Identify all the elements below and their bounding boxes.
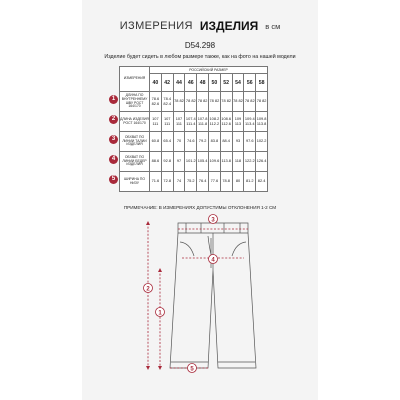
table-cell: 78 82 xyxy=(197,92,209,112)
size-header: 58 xyxy=(256,74,268,92)
tolerance-note: ПРИМЕЧАНИЕ: В ИЗМЕРЕНИЯХ ДОПУСТИМЫ ОТКЛОНЕНИЯ 1-2 СМ xyxy=(123,205,277,210)
table-cell: 108.2 112.2 xyxy=(208,112,220,132)
diagram-callouts xyxy=(144,215,218,373)
table-cell: 74 xyxy=(173,172,185,192)
svg-text:5: 5 xyxy=(190,366,194,373)
table-cell: 74.6 xyxy=(185,132,197,152)
table-cell: 78.6 82.6 xyxy=(150,92,162,112)
table-cell: 78 82 xyxy=(220,92,232,112)
table-cell: 107 111 xyxy=(161,112,173,132)
size-header: 56 xyxy=(244,74,256,92)
size-header: 50 xyxy=(208,74,220,92)
svg-text:2: 2 xyxy=(146,286,150,293)
table-cell: 83.8 xyxy=(208,132,220,152)
table-cell: 105.4 xyxy=(197,152,209,172)
table-cell: 78 82 xyxy=(244,92,256,112)
size-header: 44 xyxy=(173,74,185,92)
table-cell: 107.4 111.4 xyxy=(185,112,197,132)
table-cell: 107.8 111.8 xyxy=(197,112,209,132)
title-word-measurements: ИЗМЕРЕНИЯ xyxy=(119,20,193,32)
table-cell: 102.2 xyxy=(256,132,268,152)
table-cell: 78 82 xyxy=(232,92,244,112)
row-marker: 5 xyxy=(109,175,118,184)
table-cell: 78.4 82.4 xyxy=(161,92,173,112)
callout-5 xyxy=(188,364,197,373)
table-cell: 60.8 xyxy=(150,132,162,152)
table-cell: 88.4 xyxy=(220,132,232,152)
table-cell: 65.4 xyxy=(161,132,173,152)
table-cell: 126.4 xyxy=(256,152,268,172)
title-word-item: ИЗДЕЛИЯ xyxy=(199,19,259,33)
table-cell: 78 82 xyxy=(185,92,197,112)
row-marker: 4 xyxy=(109,155,118,164)
trousers-outline xyxy=(170,223,256,368)
table-cell: 113.8 xyxy=(220,152,232,172)
table-cell: 118 xyxy=(232,152,244,172)
table-corner-label: ИЗМЕРЕНИЯ xyxy=(120,67,150,92)
table-cell: 80 xyxy=(232,172,244,192)
table-cell: 109.6 xyxy=(208,152,220,172)
measurement-lines xyxy=(148,223,248,368)
table-cell: 78 82 xyxy=(208,92,220,112)
model-code: D54.298 xyxy=(184,41,216,50)
table-cell: 93 xyxy=(232,132,244,152)
table-cell: 97.6 xyxy=(244,132,256,152)
callout-1 xyxy=(156,308,165,317)
size-header: 40 xyxy=(150,74,162,92)
size-header: 46 xyxy=(185,74,197,92)
table-cell: 78.8 xyxy=(220,172,232,192)
table-cell: 76.4 xyxy=(197,172,209,192)
table-cell: 88.6 xyxy=(150,152,162,172)
svg-text:1: 1 xyxy=(158,310,162,317)
measurement-label: ШИРИНА ПО НИЗУ xyxy=(120,172,150,192)
row-marker: 1 xyxy=(109,95,118,104)
table-cell: 71.6 xyxy=(150,172,162,192)
svg-text:4: 4 xyxy=(211,257,215,264)
size-header: 48 xyxy=(197,74,209,92)
table-cell: 82.4 xyxy=(256,172,268,192)
measurement-label: ОБХВАТ ПО ЛИНИИ ТАЛИИ ИЗДЕЛИЯ xyxy=(120,132,150,152)
table-cell: 78 82 xyxy=(256,92,268,112)
size-header: 52 xyxy=(220,74,232,92)
table-cell: 109 113 xyxy=(232,112,244,132)
table-group-header: РОССИЙСКИЙ РАЗМЕР xyxy=(150,67,268,74)
table-cell: 81.2 xyxy=(244,172,256,192)
row-marker: 3 xyxy=(109,135,118,144)
table-cell: 79.2 xyxy=(197,132,209,152)
table-cell: 72.8 xyxy=(161,172,173,192)
table-cell: 77.6 xyxy=(208,172,220,192)
measurement-label: ДЛИНА ИЗДЕЛИЯ РОСТ 164/170 xyxy=(120,112,150,132)
table-cell: 75.2 xyxy=(185,172,197,192)
table-cell: 122.2 xyxy=(244,152,256,172)
callout-2 xyxy=(144,284,153,293)
table-cell: 92.8 xyxy=(161,152,173,172)
table-cell: 107 111 xyxy=(173,112,185,132)
fit-subtitle: Изделие будет сидеть в любом размере также, как на фото на нашей модели xyxy=(104,54,296,60)
table-cell: 97 xyxy=(173,152,185,172)
table-cell: 101.2 xyxy=(185,152,197,172)
table-cell: 78 82 xyxy=(173,92,185,112)
size-header: 42 xyxy=(161,74,173,92)
table-cell: 70 xyxy=(173,132,185,152)
table-cell: 108.6 112.6 xyxy=(220,112,232,132)
table-cell: 109.8 113.8 xyxy=(256,112,268,132)
measurement-label: ОБХВАТ ПО ЛИНИИ БЕДЕР ИЗДЕЛИЯ xyxy=(120,152,150,172)
table-cell: 107 111 xyxy=(150,112,162,132)
callout-3 xyxy=(209,215,218,224)
measurement-label: ДЛИНА ПО ВНУТРЕННЕМУ ШВУ РОСТ 164/170 xyxy=(120,92,150,112)
table-cell: 109.4 113.4 xyxy=(244,112,256,132)
size-header: 54 xyxy=(232,74,244,92)
svg-text:3: 3 xyxy=(211,217,215,224)
callout-4 xyxy=(209,255,218,264)
row-marker: 2 xyxy=(109,115,118,124)
title-unit: в см xyxy=(265,21,281,31)
